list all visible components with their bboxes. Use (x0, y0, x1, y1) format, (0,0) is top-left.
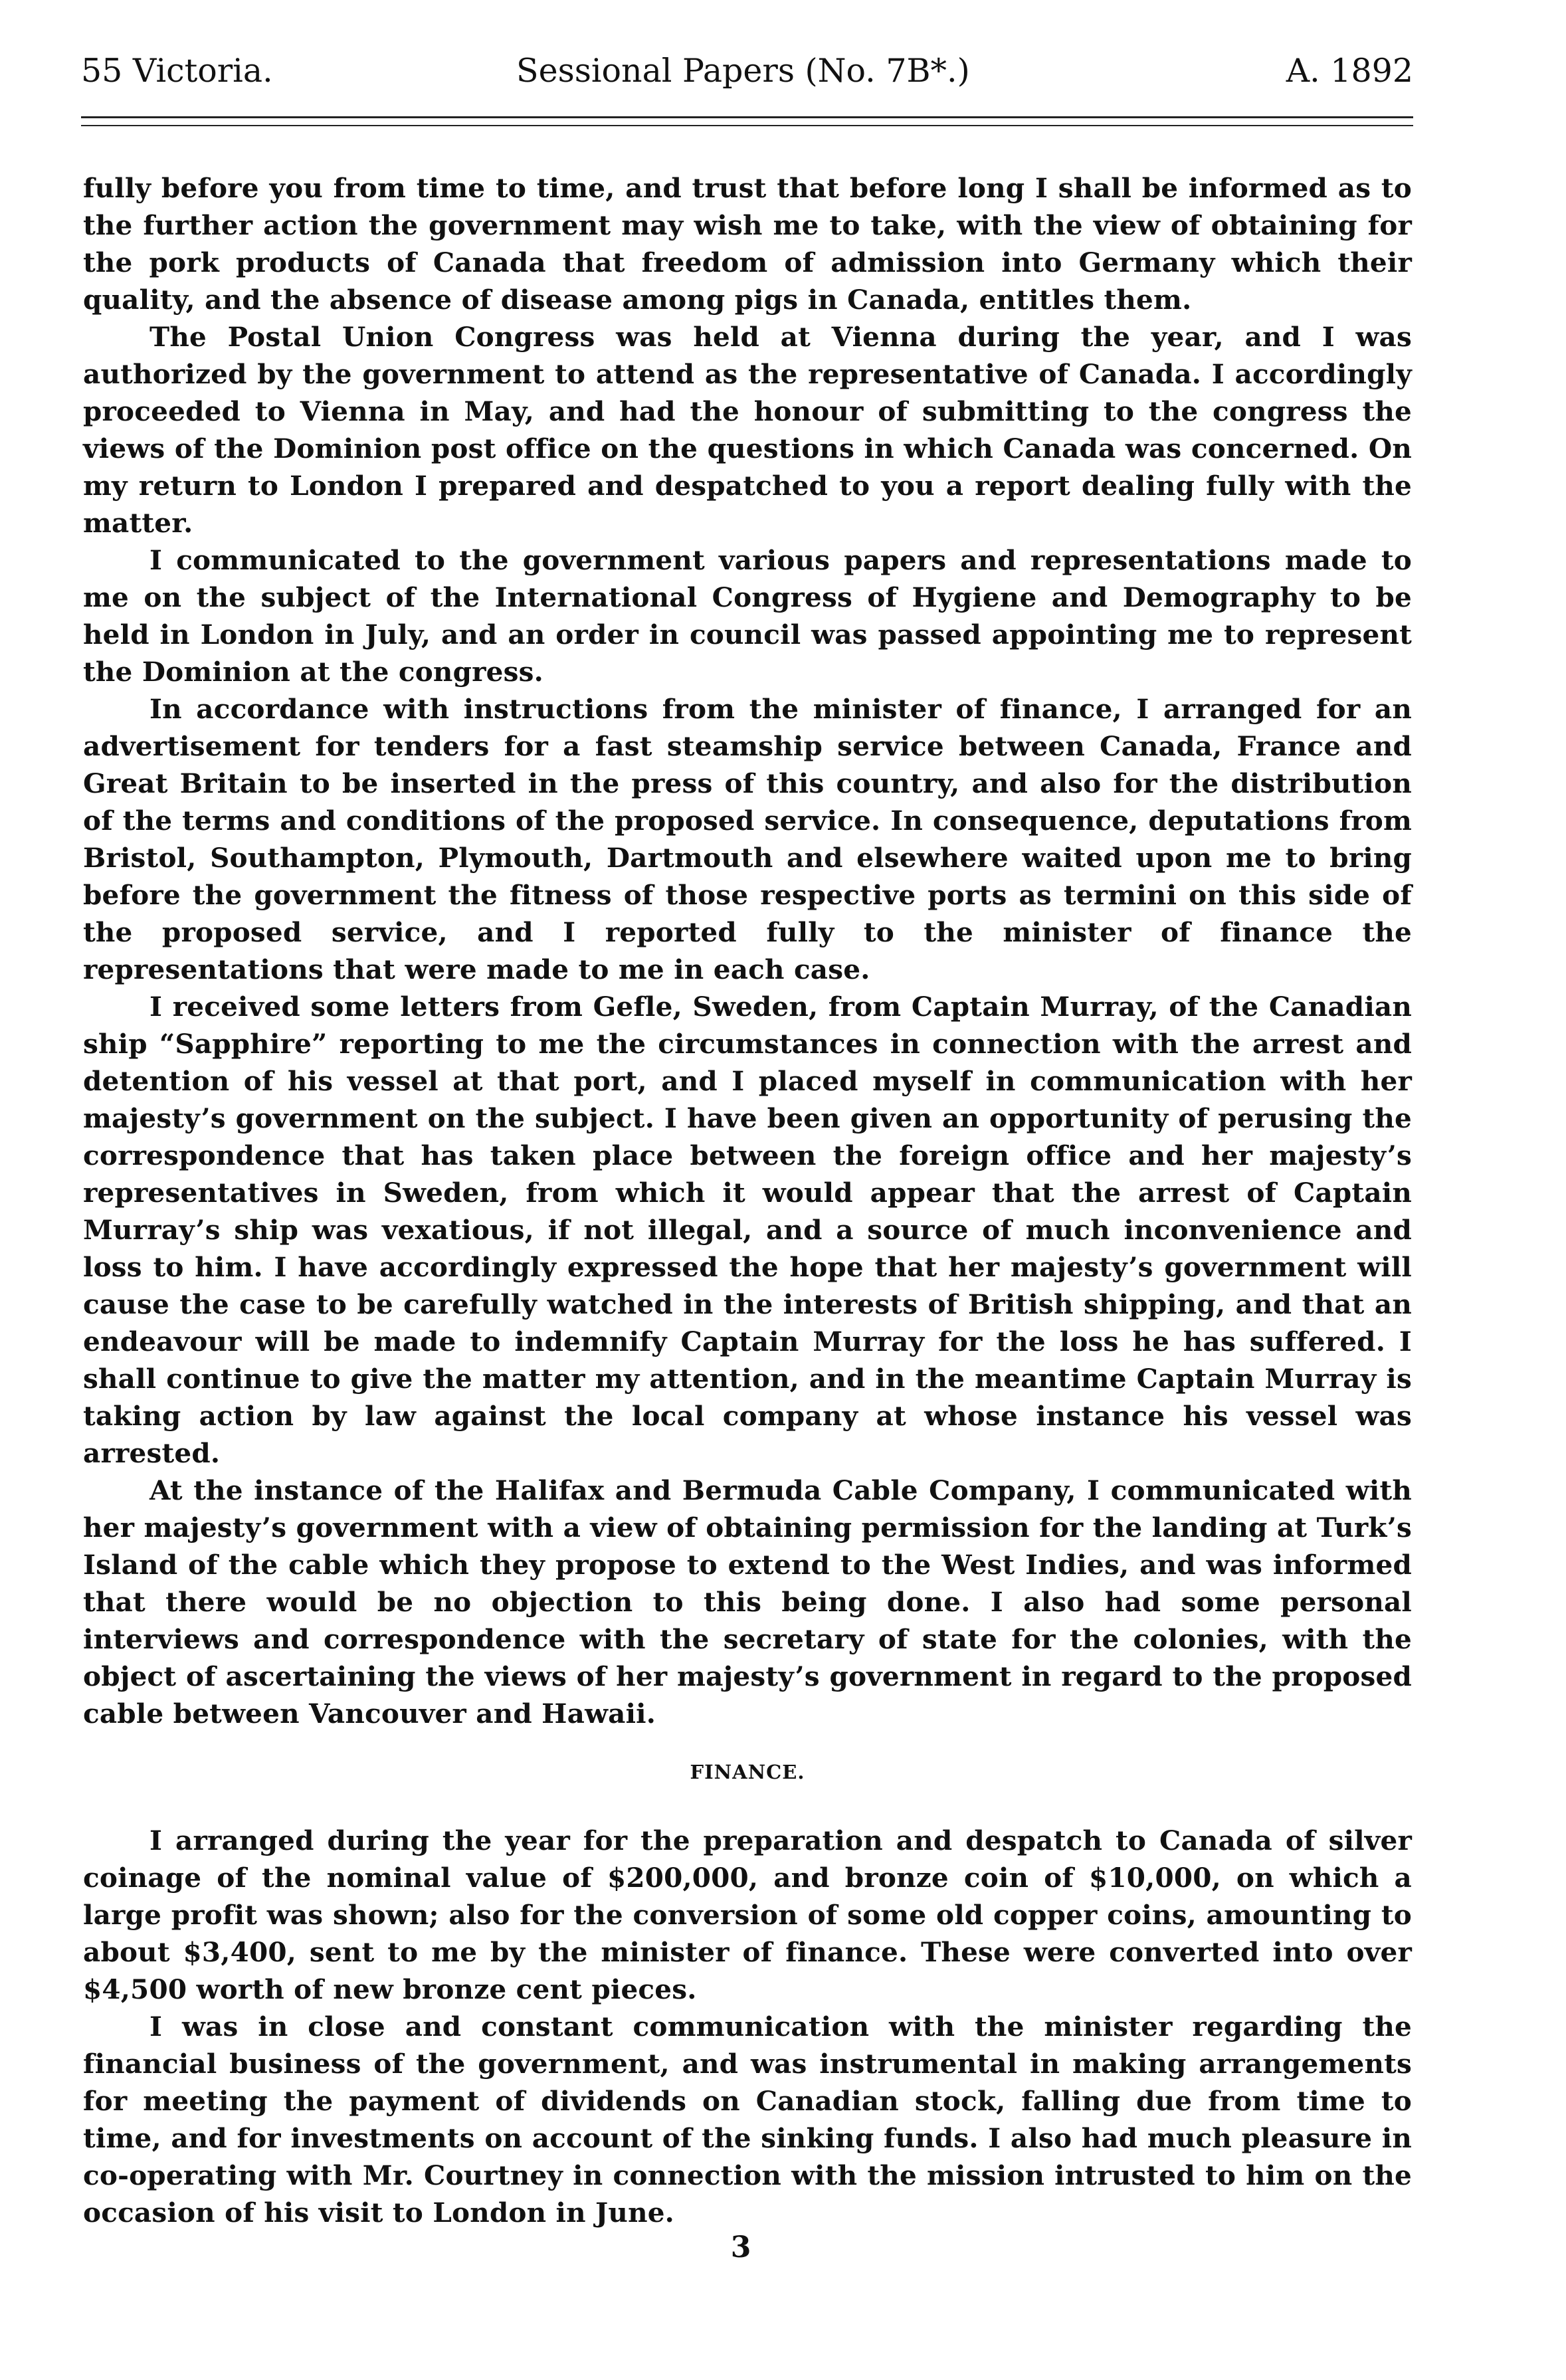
paragraph-financial-business: I was in close and constant communication with the minister regarding the financial business of the government, and was instrumental in making arrangements for meeting the payment of dividends on Canadian stock, falling due from time to time, and for investments on account of the sinking funds. I also had much pleasure in co-operating with Mr. Courtney in connection with the mission intrusted to him on the occasion of his visit to London in June. (83, 2011, 1412, 2229)
page-number: 3 (730, 2231, 751, 2264)
paragraph-cable-company: At the instance of the Halifax and Bermuda Cable Company, I communicated with her majesty’s government with a view of obtaining permission for the landing at Turk’s Island of the cable which they propose to extend to the West Indies, and was informed that there would be no objection to this being done. I also had some personal interviews and correspondence with the secretary of state for the colonies, with the object of ascertaining the views of her majesty’s government in regard to the proposed cable between Vancouver and Hawaii. (83, 1474, 1412, 1730)
paragraph-sapphire-arrest: I received some letters from Gefle, Sweden, from Captain Murray, of the Canadian ship “Sapphire” reporting to me the circumstances in connection with the arrest and detention of his vessel at that port, and I placed myself in communication with her majesty’s government on the subject. I have been given an opportunity of perusing the correspondence that has taken place between the foreign office and her majesty’s representatives in Sweden, from which it would appear that the arrest of Captain Murray’s ship was vexatious, if not illegal, and a source of much inconvenience and loss to him. I have accordingly expressed the hope that her majesty’s government will cause the case to be carefully watched in the interests of British shipping, and that an endeavour will be made to indemnify Captain Murray for the loss he has suffered. I shall continue to give the matter my attention, and in the meantime Captain Murray is taking action by law against the local company at whose instance his vessel was arrested. (83, 991, 1412, 1469)
header-year: A. 1892 (1286, 52, 1413, 90)
paragraph-postal-union: The Postal Union Congress was held at Vienna during the year, and I was authorized by the government to attend as the representative of Canada. I accordingly proceeded to Vienna in May, and had the honour of submitting to the congress the views of the Dominion post office on the questions in which Canada was concerned. On my return to London I prepared and despatched to you a report dealing fully with the matter. (83, 321, 1412, 539)
header-rule-thick (81, 116, 1413, 118)
running-header (81, 41, 1413, 101)
paragraph-coinage: I arranged during the year for the preparation and despatch to Canada of silver coinage of the nominal value of $200,000, and bronze coin of $10,000, on which a large profit was shown; also for the conversion of some old copper coins, amounting to about $3,400, sent to me by the minister of finance. These were converted into over $4,500 worth of new bronze cent pieces. (83, 1825, 1412, 2005)
section-heading-finance: FINANCE. (690, 1761, 805, 1783)
paragraph-pork-products: fully before you from time to time, and trust that before long I shall be informed as to the further action the government may wish me to take, with the view of obtaining for the pork products of Canada that freedom of admission into Germany which their quality, and the absence of disease among pigs in Canada, entitles them. (83, 172, 1412, 316)
document-body (83, 169, 1412, 2231)
header-session: 55 Victoria. (81, 52, 273, 90)
header-sessional-papers: Sessional Papers (No. 7B*.) (516, 52, 970, 90)
header-rule-thin (81, 125, 1413, 126)
paragraph-hygiene-congress: I communicated to the government various papers and representations made to me on the subject of the International Congress of Hygiene and Demography to be held in London in July, and an order in council was passed appointing me to represent the Dominion at the congress. (83, 544, 1412, 688)
paragraph-steamship-service: In accordance with instructions from the minister of finance, I arranged for an advertisement for tenders for a fast steamship service between Canada, France and Great Britain to be inserted in the press of this country, and also for the distribution of the terms and conditions of the proposed service. In consequence, deputations from Bristol, Southampton, Plymouth, Dartmouth and elsewhere waited upon me to bring before the government the fitness of those respective ports as termini on this side of the proposed service, and I reported fully to the minister of finance the representations that were made to me in each case. (83, 693, 1412, 985)
